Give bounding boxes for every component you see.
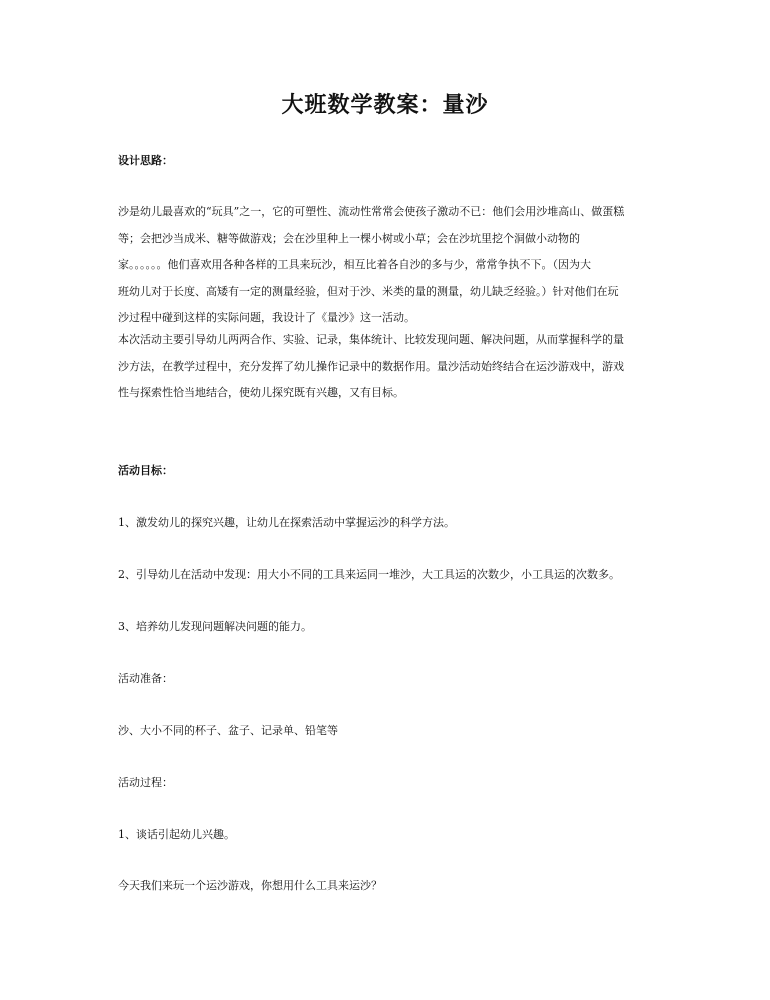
goal-item-1: 1、激发幼儿的探究兴趣，让幼儿在探索活动中掌握运沙的科学方法。	[118, 516, 455, 529]
section-heading-goals: 活动目标：	[118, 464, 173, 477]
goal-item-2: 2、引导幼儿在活动中发现：用大小不同的工具来运同一堆沙，大工具运的次数少，小工具运的次数多。	[118, 568, 620, 581]
paragraph-line: 等；会把沙当成米、糖等做游戏；会在沙里种上一棵小树或小草；会在沙坑里挖个洞做小动物的	[118, 231, 580, 245]
document-title: 大班数学教案：量沙	[281, 92, 489, 118]
paragraph-design-1	[118, 199, 658, 332]
paragraph-line: 班幼儿对于长度、高矮有一定的测量经验，但对于沙、米类的量的测量，幼儿缺乏经验。）针对他们在玩	[118, 284, 619, 298]
paragraph-line: 沙是幼儿最喜欢的“玩具”之一，它的可塑性、流动性常常会使孩子激动不已：他们会用沙堆高山、做蛋糕	[118, 205, 625, 218]
paragraph-line: 沙过程中碰到这样的实际问题，我设计了《量沙》这一活动。	[118, 311, 415, 324]
paragraph-design-2	[118, 327, 658, 407]
process-step-1-text: 今天我们来玩一个运沙游戏，你想用什么工具来运沙？	[118, 879, 382, 892]
process-step-1: 1、谈话引起幼儿兴趣。	[118, 828, 235, 841]
section-heading-prep: 活动准备：	[118, 672, 173, 685]
prep-text: 沙、大小不同的杯子、盆子、记录单、铅笔等	[118, 724, 338, 737]
section-heading-design: 设计思路：	[118, 154, 173, 167]
goal-item-3: 3、培养幼儿发现问题解决问题的能力。	[118, 620, 312, 633]
paragraph-line: 家。。。。。。他们喜欢用各种各样的工具来玩沙，相互比着各自沙的多与少，常常争执不下。（因为大	[118, 258, 591, 271]
paragraph-line: 本次活动主要引导幼儿两两合作、实验、记录，集体统计、比较发现问题、解决问题，从而掌握科学的量	[118, 333, 624, 346]
paragraph-line: 性与探索性恰当地结合，使幼儿探究既有兴趣，又有目标。	[118, 386, 404, 399]
paragraph-line: 沙方法，在教学过程中，充分发挥了幼儿操作记录中的数据作用。量沙活动始终结合在运沙游戏中，游戏	[118, 359, 624, 373]
section-heading-process: 活动过程：	[118, 776, 173, 789]
